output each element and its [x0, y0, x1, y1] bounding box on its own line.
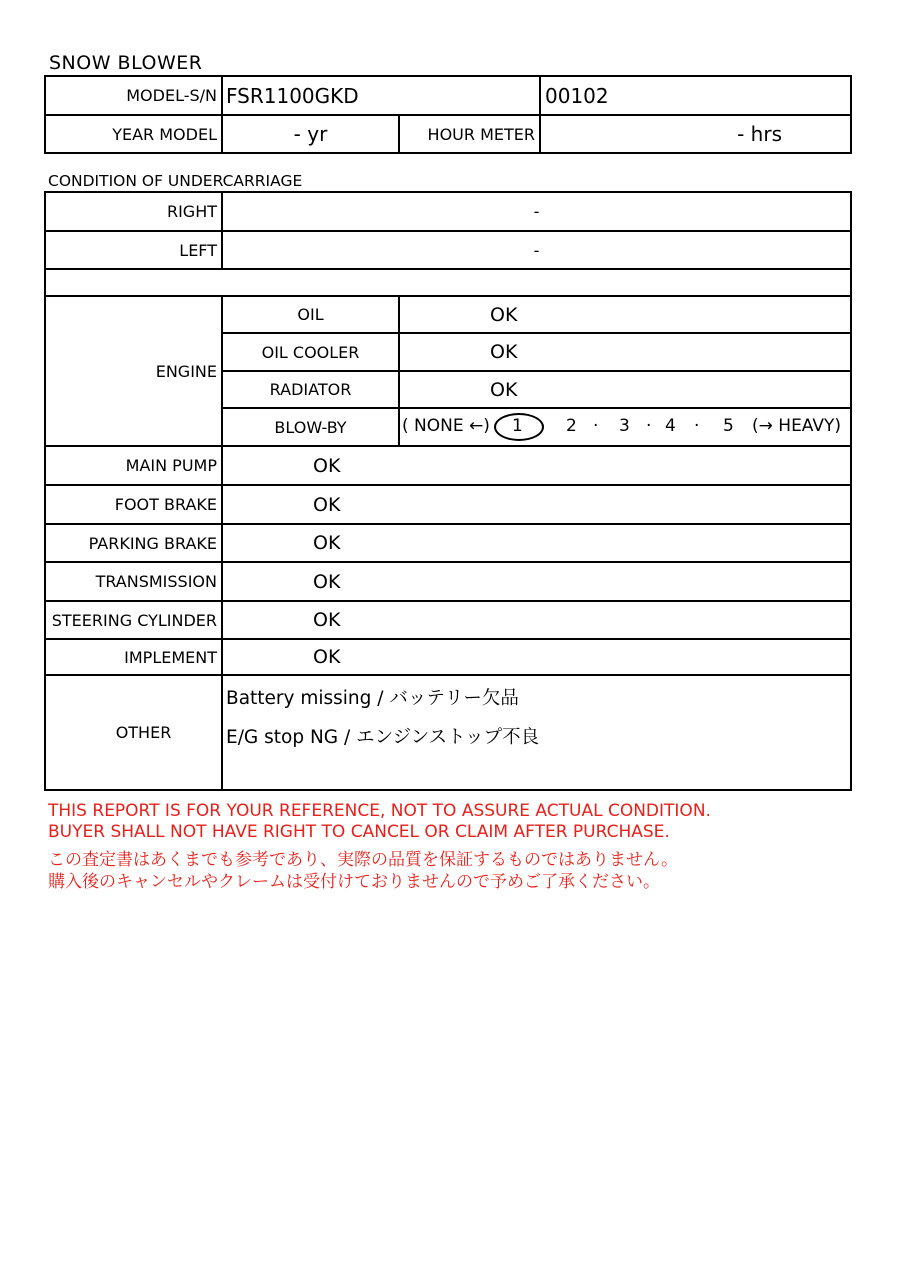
other-notes: [222, 675, 851, 790]
radiator-value: OK: [399, 371, 851, 408]
undercarriage-title: CONDITION OF UNDERCARRIAGE: [48, 172, 303, 190]
model-sn-label: MODEL-S/N: [45, 76, 222, 115]
radiator-label: RADIATOR: [222, 371, 399, 408]
foot-brake-value: OK: [222, 485, 851, 524]
disclaimer-line-1: THIS REPORT IS FOR YOUR REFERENCE, NOT TO ASSURE ACTUAL CONDITION.: [48, 801, 711, 821]
year-model-value: - yr: [222, 115, 399, 153]
hour-meter-label: HOUR METER: [399, 115, 540, 153]
other-label: OTHER: [45, 675, 222, 790]
scale-heavy: (→ HEAVY): [752, 416, 841, 436]
scale-level-2: 2: [566, 416, 577, 436]
scale-level-1: 1: [512, 416, 523, 436]
scale-dot-3: ·: [646, 416, 652, 436]
scale-dot-2: ·: [593, 416, 599, 436]
scale-dot-1: ·: [540, 416, 546, 436]
steering-cylinder-label: STEERING CYLINDER: [45, 601, 222, 639]
year-model-label: YEAR MODEL: [45, 115, 222, 153]
hour-meter-value: - hrs: [540, 115, 851, 153]
serial-value: 00102: [540, 76, 851, 115]
scale-none: ( NONE ←): [402, 416, 490, 436]
transmission-value: OK: [222, 562, 851, 601]
other-line-1: Battery missing / バッテリー欠品: [226, 688, 519, 709]
implement-label: IMPLEMENT: [45, 639, 222, 675]
engine-label: ENGINE: [45, 296, 222, 446]
blow-by-scale: [399, 408, 851, 446]
main-pump-value: OK: [222, 446, 851, 485]
oil-cooler-label: OIL COOLER: [222, 333, 399, 371]
implement-value: OK: [222, 639, 851, 675]
right-label: RIGHT: [45, 192, 222, 231]
right-value: -: [222, 192, 851, 231]
condition-table: [44, 191, 852, 791]
spacer-row: [45, 269, 851, 296]
scale-level-4: 4: [665, 416, 676, 436]
oil-label: OIL: [222, 296, 399, 333]
steering-cylinder-value: OK: [222, 601, 851, 639]
disclaimer-line-2: BUYER SHALL NOT HAVE RIGHT TO CANCEL OR CLAIM AFTER PURCHASE.: [48, 822, 670, 842]
scale-dot-4: ·: [694, 416, 700, 436]
disclaimer-line-4: 購入後のキャンセルやクレームは受付けておりませんので予めご了承ください。: [48, 872, 660, 892]
disclaimer-line-3: この査定書はあくまでも参考であり、実際の品質を保証するものではありません。: [48, 850, 679, 870]
document-title: SNOW BLOWER: [49, 52, 203, 74]
selected-level-circle: [494, 413, 544, 441]
scale-level-3: 3: [619, 416, 630, 436]
oil-cooler-value: OK: [399, 333, 851, 371]
oil-value: OK: [399, 296, 851, 333]
parking-brake-value: OK: [222, 524, 851, 562]
foot-brake-label: FOOT BRAKE: [45, 485, 222, 524]
left-value: -: [222, 231, 851, 269]
machine-info-table: [44, 75, 852, 154]
blow-by-label: BLOW-BY: [222, 408, 399, 446]
model-value: FSR1100GKD: [222, 76, 540, 115]
left-label: LEFT: [45, 231, 222, 269]
other-line-2: E/G stop NG / エンジンストップ不良: [226, 727, 540, 748]
transmission-label: TRANSMISSION: [45, 562, 222, 601]
scale-level-5: 5: [723, 416, 734, 436]
main-pump-label: MAIN PUMP: [45, 446, 222, 485]
parking-brake-label: PARKING BRAKE: [45, 524, 222, 562]
